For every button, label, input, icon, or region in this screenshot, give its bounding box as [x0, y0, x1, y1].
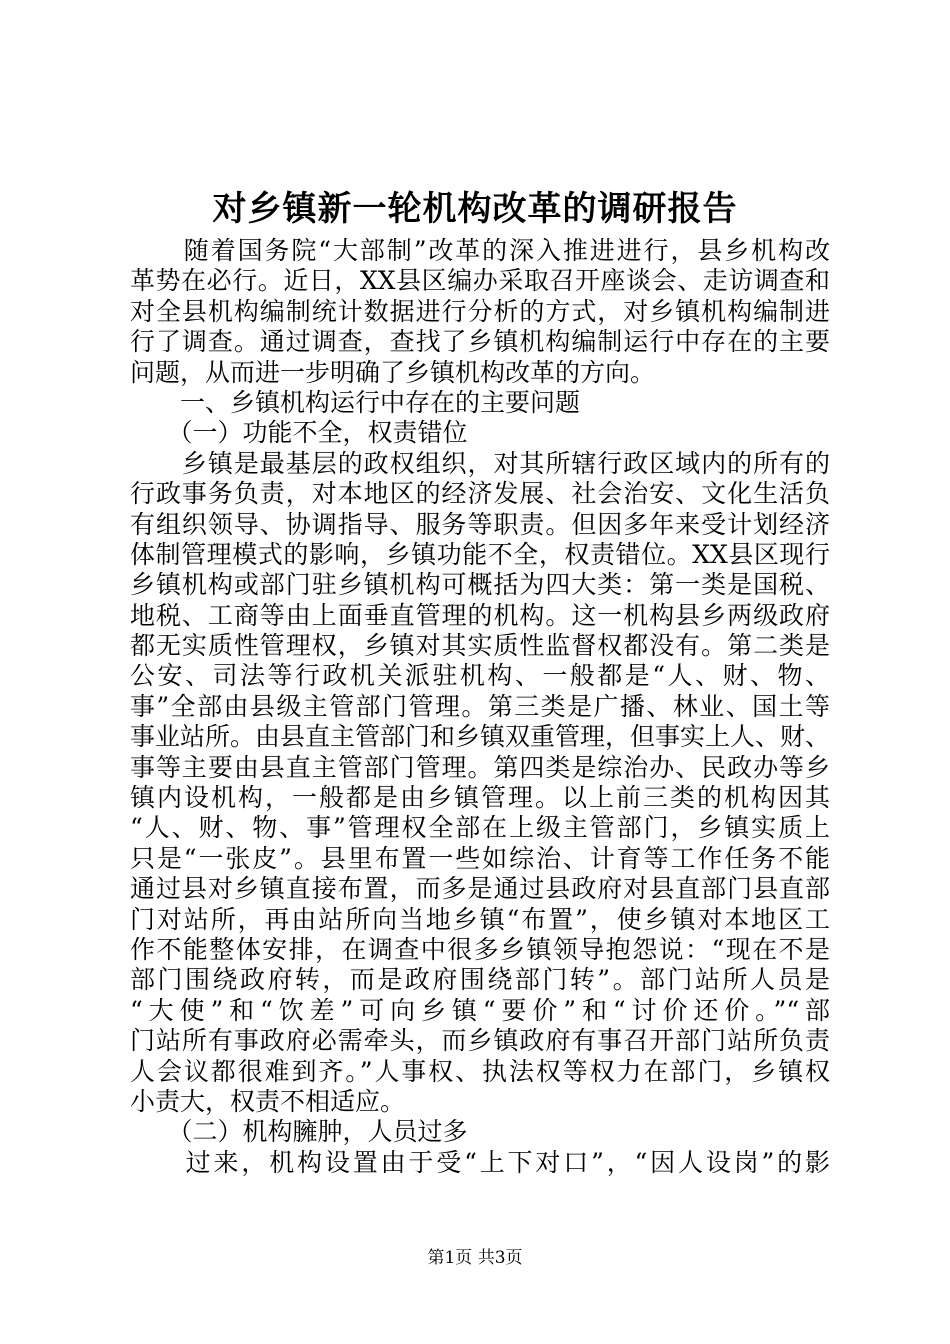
paragraph-line: 乡镇机构或部门驻乡镇机构可概括为四大类：第一类是国税、 — [130, 570, 830, 600]
paragraph-line: 小责大，权责不相适应。 — [130, 1086, 406, 1116]
paragraph-line: 事”全部由县级主管部门管理。第三类是广播、林业、国土等 — [130, 691, 830, 721]
paragraph-line: 作不能整体安排，在调查中很多乡镇领导抱怨说：“现在不是 — [130, 934, 830, 964]
paragraph-line: 过来，机构设置由于受“上下对口”，“因人设岗”的影 — [130, 1147, 830, 1177]
document-body — [130, 236, 830, 1178]
paragraph-line: 乡镇是最基层的政权组织，对其所辖行政区域内的所有的 — [130, 448, 830, 478]
paragraph-line: （一）功能不全，权责错位 — [130, 418, 468, 448]
paragraph-line: 门对站所，再由站所向当地乡镇“布置”，使乡镇对本地区工 — [130, 904, 830, 934]
document-title: 对乡镇新一轮机构改革的调研报告 — [212, 189, 738, 229]
paragraph-line: 部门围绕政府转，而是政府围绕部门转”。部门站所人员是 — [130, 965, 830, 995]
paragraph-line: 对全县机构编制统计数据进行分析的方式，对乡镇机构编制进 — [130, 296, 830, 326]
paragraph-line: 革势在必行。近日，XX县区编办采取召开座谈会、走访调查和 — [130, 266, 830, 296]
paragraph-line: 问题，从而进一步明确了乡镇机构改革的方向。 — [130, 357, 656, 387]
paragraph-line: 一、乡镇机构运行中存在的主要问题 — [130, 387, 581, 417]
paragraph-line: 都无实质性管理权，乡镇对其实质性监督权都没有。第二类是 — [130, 631, 830, 661]
paragraph-line: “大使”和“饮差”可向乡镇“要价”和“讨价还价。”“部 — [130, 995, 830, 1025]
paragraph-line: 行了调查。通过调查，查找了乡镇机构编制运行中存在的主要 — [130, 327, 830, 357]
paragraph-line: 只是“一张皮”。县里布置一些如综治、计育等工作任务不能 — [130, 843, 830, 873]
paragraph-line: （二）机构臃肿，人员过多 — [130, 1117, 468, 1147]
paragraph-line: 公安、司法等行政机关派驻机构、一般都是“人、财、物、 — [130, 661, 830, 691]
paragraph-line: 行政事务负责，对本地区的经济发展、社会治安、文化生活负 — [130, 479, 830, 509]
paragraph-line: 事业站所。由县直主管部门和乡镇双重管理，但事实上人、财、 — [130, 722, 831, 752]
paragraph-line: 地税、工商等由上面垂直管理的机构。这一机构县乡两级政府 — [130, 600, 830, 630]
paragraph-line: 门站所有事政府必需牵头，而乡镇政府有事召开部门站所负责 — [130, 1026, 830, 1056]
paragraph-line: 有组织领导、协调指导、服务等职责。但因多年来受计划经济 — [130, 509, 830, 539]
paragraph-line: 通过县对乡镇直接布置，而多是通过县政府对县直部门县直部 — [130, 874, 830, 904]
paragraph-line: 镇内设机构，一般都是由乡镇管理。以上前三类的机构因其 — [130, 783, 830, 813]
paragraph-line: 随着国务院“大部制”改革的深入推进进行，县乡机构改 — [130, 236, 830, 265]
paragraph-line: 事等主要由县直主管部门管理。第四类是综治办、民政办等乡 — [130, 752, 830, 782]
page-footer: 第1页 共3页 — [427, 1248, 523, 1268]
paragraph-line: 人会议都很难到齐。”人事权、执法权等权力在部门，乡镇权 — [130, 1056, 830, 1086]
paragraph-line: 体制管理模式的影响，乡镇功能不全，权责错位。XX县区现行 — [130, 539, 830, 569]
paragraph-line: “人、财、物、事”管理权全部在上级主管部门，乡镇实质上 — [130, 813, 830, 843]
